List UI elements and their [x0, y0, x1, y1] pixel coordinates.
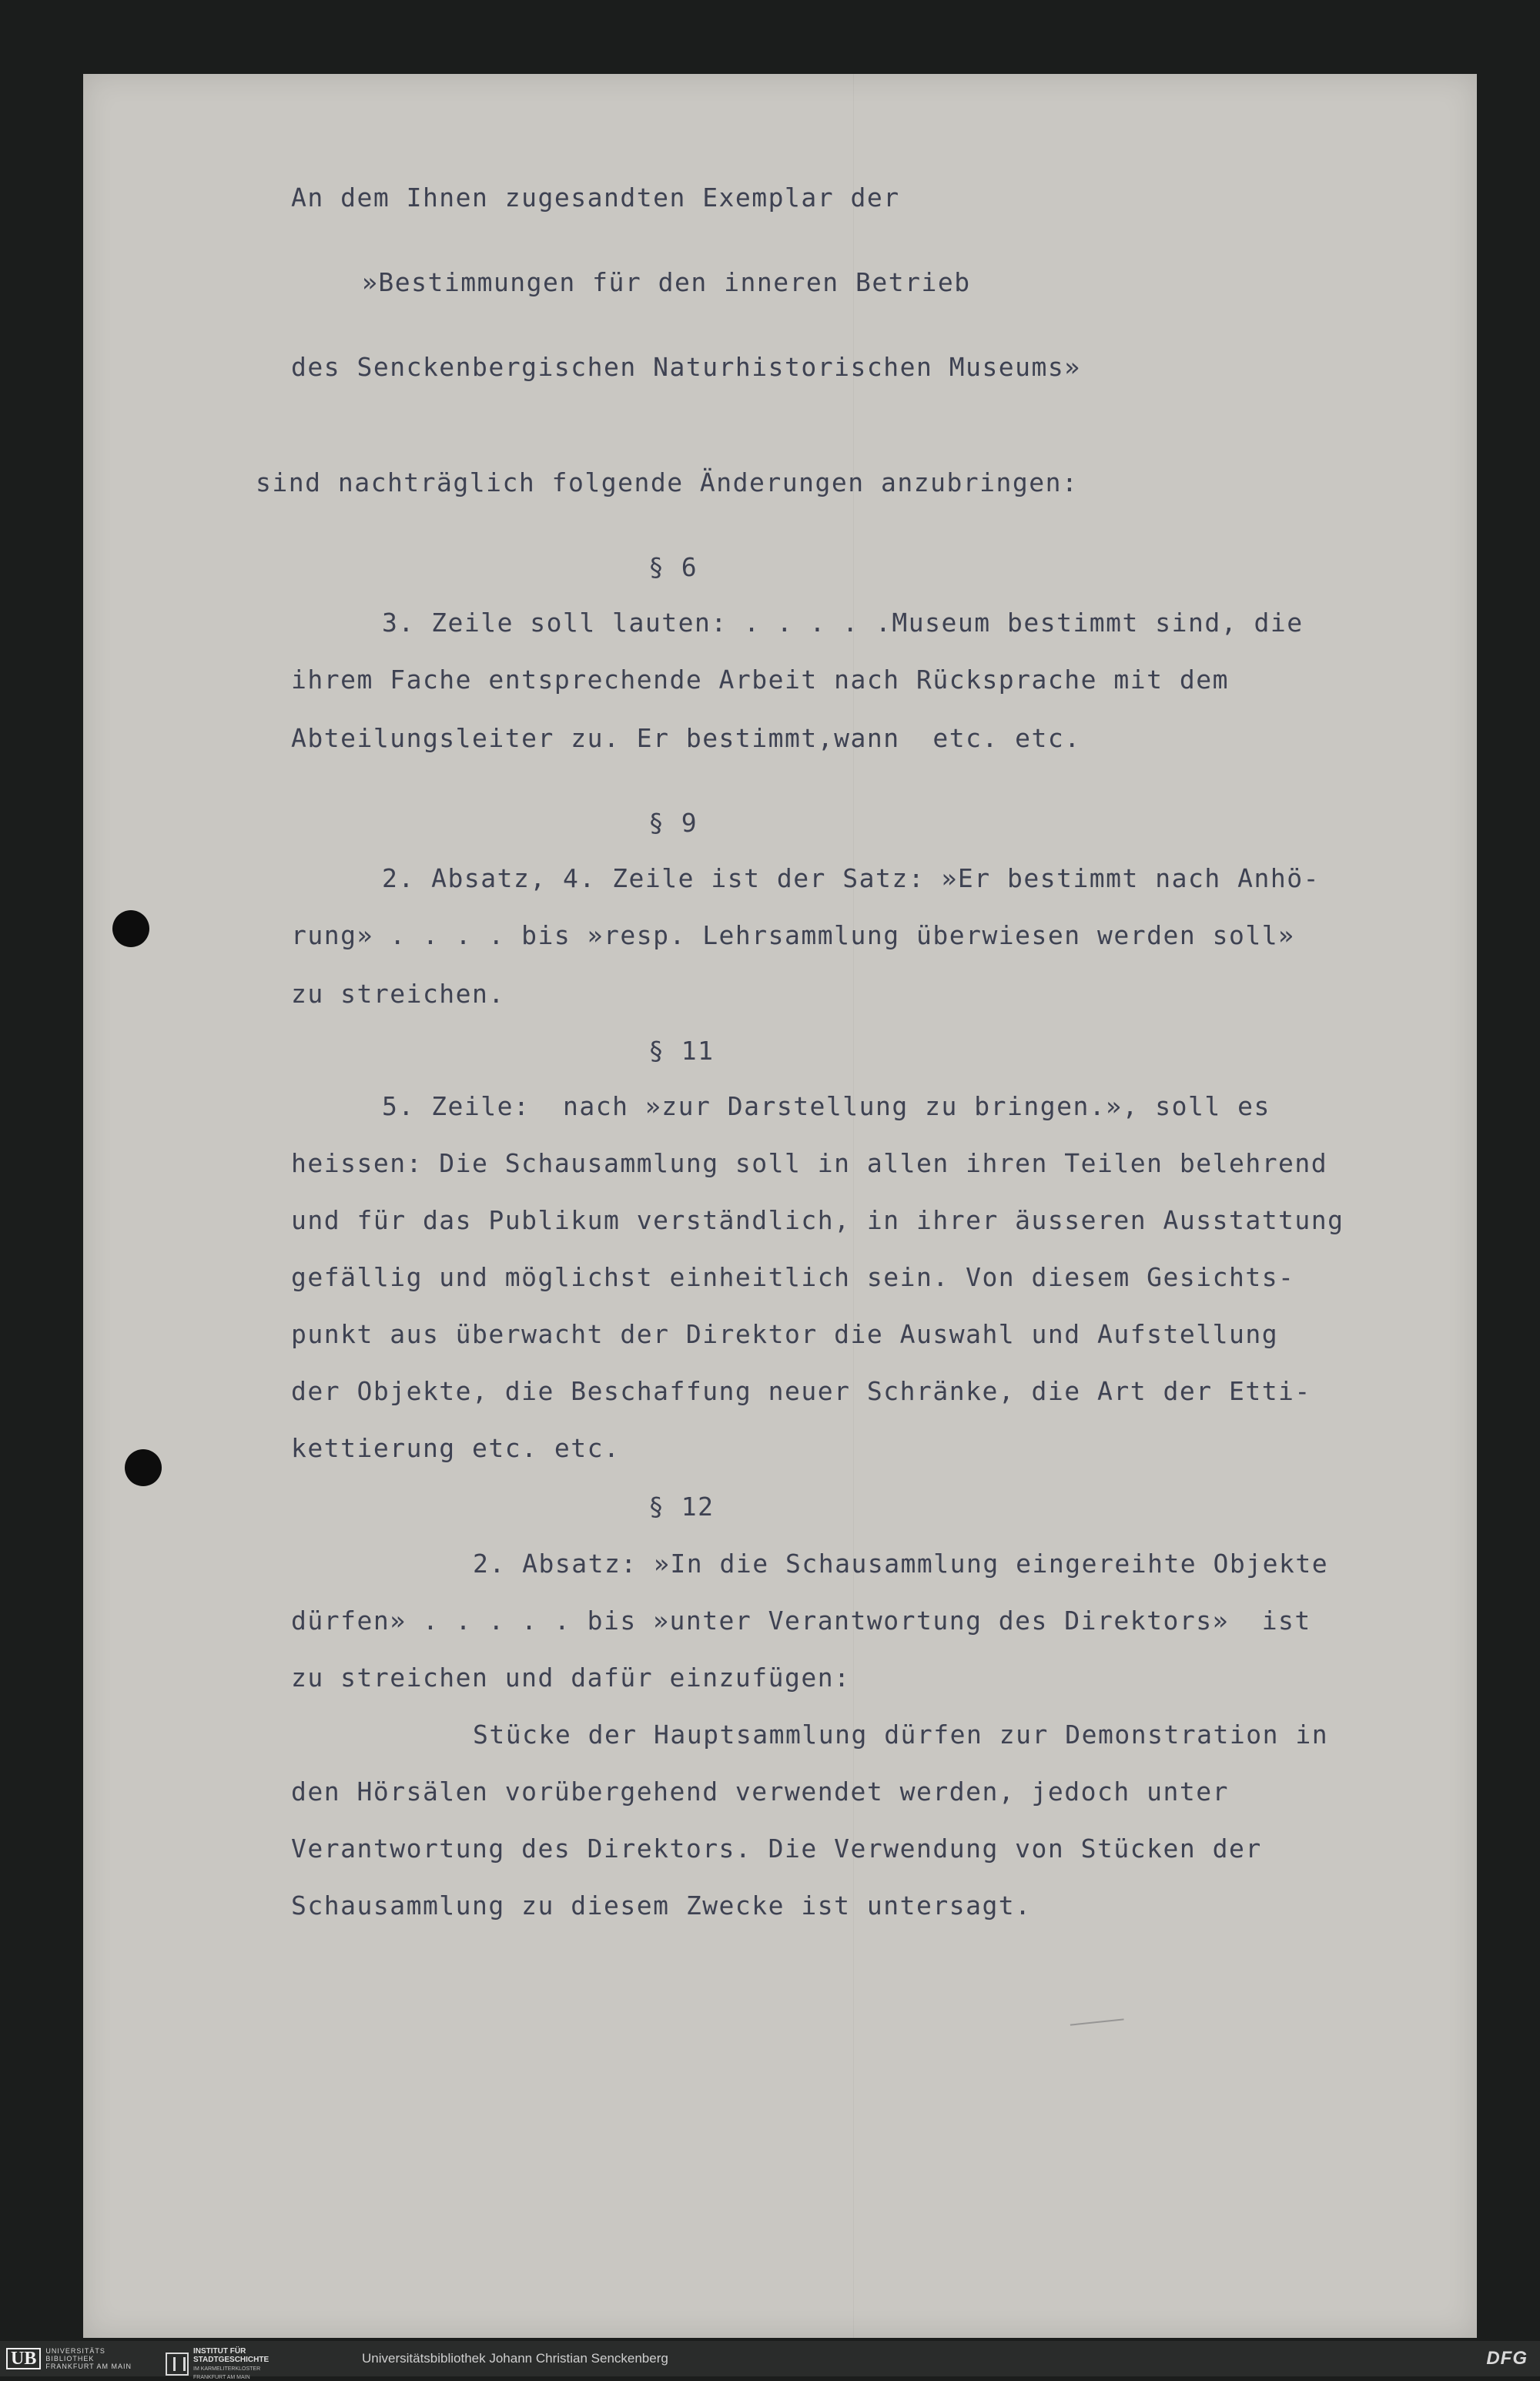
section-11-line-2: heissen: Die Schausammlung soll in allen ihren Teilen belehrend	[291, 1148, 1328, 1178]
section-6-line-3: Abteilungsleiter zu. Er bestimmt,wann etc. etc.	[291, 723, 1081, 753]
section-9-line-2: rung» . . . . bis »resp. Lehrsammlung überwiesen werden soll»	[291, 920, 1295, 950]
intro-line-4: sind nachträglich folgende Änderungen anzubringen:	[256, 467, 1079, 497]
section-11-line-3: und für das Publikum verständlich, in ihrer äusseren Ausstattung	[291, 1205, 1344, 1235]
ub-logo-text	[45, 2347, 132, 2370]
section-6-line-2: ihrem Fache entsprechende Arbeit nach Rücksprache mit dem	[291, 665, 1229, 695]
section-heading-6: § 6	[648, 552, 698, 582]
ub-logo-line-2: BIBLIOTHEK	[45, 2355, 95, 2363]
ub-logo	[6, 2348, 132, 2369]
section-11-line-5: punkt aus überwacht der Direktor die Auswahl und Aufstellung	[291, 1319, 1279, 1349]
section-12-line-3: zu streichen und dafür einzufügen:	[291, 1663, 851, 1693]
intro-line-1: An dem Ihnen zugesandten Exemplar der	[291, 183, 900, 213]
section-heading-12: § 12	[648, 1492, 715, 1522]
intro-line-2: »Bestimmungen für den inneren Betrieb	[362, 267, 971, 297]
punch-hole-top	[112, 910, 149, 947]
ub-logo-line-3: FRANKFURT AM MAIN	[45, 2363, 132, 2370]
section-6-line-1: 3. Zeile soll lauten: . . . . .Museum bestimmt sind, die	[382, 608, 1304, 638]
punch-hole-bottom	[125, 1449, 162, 1486]
section-11-line-4: gefällig und möglichst einheitlich sein. Von diesem Gesichts-	[291, 1262, 1295, 1292]
section-11-line-6: der Objekte, die Beschaffung neuer Schränke, die Art der Etti-	[291, 1376, 1311, 1406]
section-12-line-1: 2. Absatz: »In die Schausammlung eingereihte Objekte	[473, 1549, 1329, 1579]
section-11-line-1: 5. Zeile: nach »zur Darstellung zu bringen.», soll es	[382, 1091, 1270, 1121]
institute-logo-line-2: STADTGESCHICHTE	[193, 2356, 270, 2364]
intro-line-3: des Senckenbergischen Naturhistorischen Museums»	[291, 352, 1081, 382]
section-11-line-7: kettierung etc. etc.	[291, 1433, 621, 1463]
section-heading-9: § 9	[648, 808, 698, 838]
library-caption: Universitätsbibliothek Johann Christian Senckenberg	[362, 2351, 668, 2366]
section-9-line-1: 2. Absatz, 4. Zeile ist der Satz: »Er bestimmt nach Anhö-	[382, 863, 1320, 893]
section-12-line-6: Verantwortung des Direktors. Die Verwendung von Stücken der	[291, 1833, 1262, 1864]
section-12-line-2: dürfen» . . . . . bis »unter Verantwortung des Direktors» ist	[291, 1606, 1311, 1636]
section-12-line-4: Stücke der Hauptsammlung dürfen zur Demonstration in	[473, 1720, 1329, 1750]
institute-logo-line-3: IM KARMELITERKLOSTER	[193, 2366, 261, 2372]
institute-logo-line-1: INSTITUT FÜR	[193, 2347, 246, 2356]
section-9-line-3: zu streichen.	[291, 979, 505, 1009]
ub-logo-line-1: UNIVERSITÄTS	[45, 2347, 105, 2355]
section-heading-11: § 11	[648, 1036, 715, 1066]
ub-logo-mark: UB	[6, 2348, 41, 2369]
institute-logo-icon	[166, 2353, 189, 2376]
section-12-line-5: den Hörsälen vorübergehend verwendet werden, jedoch unter	[291, 1777, 1229, 1807]
institute-logo-text	[193, 2347, 269, 2381]
dfg-logo: DFG	[1486, 2348, 1528, 2369]
footer-bar	[0, 2341, 1540, 2380]
institute-logo	[166, 2347, 269, 2381]
section-12-line-7: Schausammlung zu diesem Zwecke ist untersagt.	[291, 1890, 1032, 1921]
institute-logo-line-4: FRANKFURT AM MAIN	[193, 2375, 250, 2380]
